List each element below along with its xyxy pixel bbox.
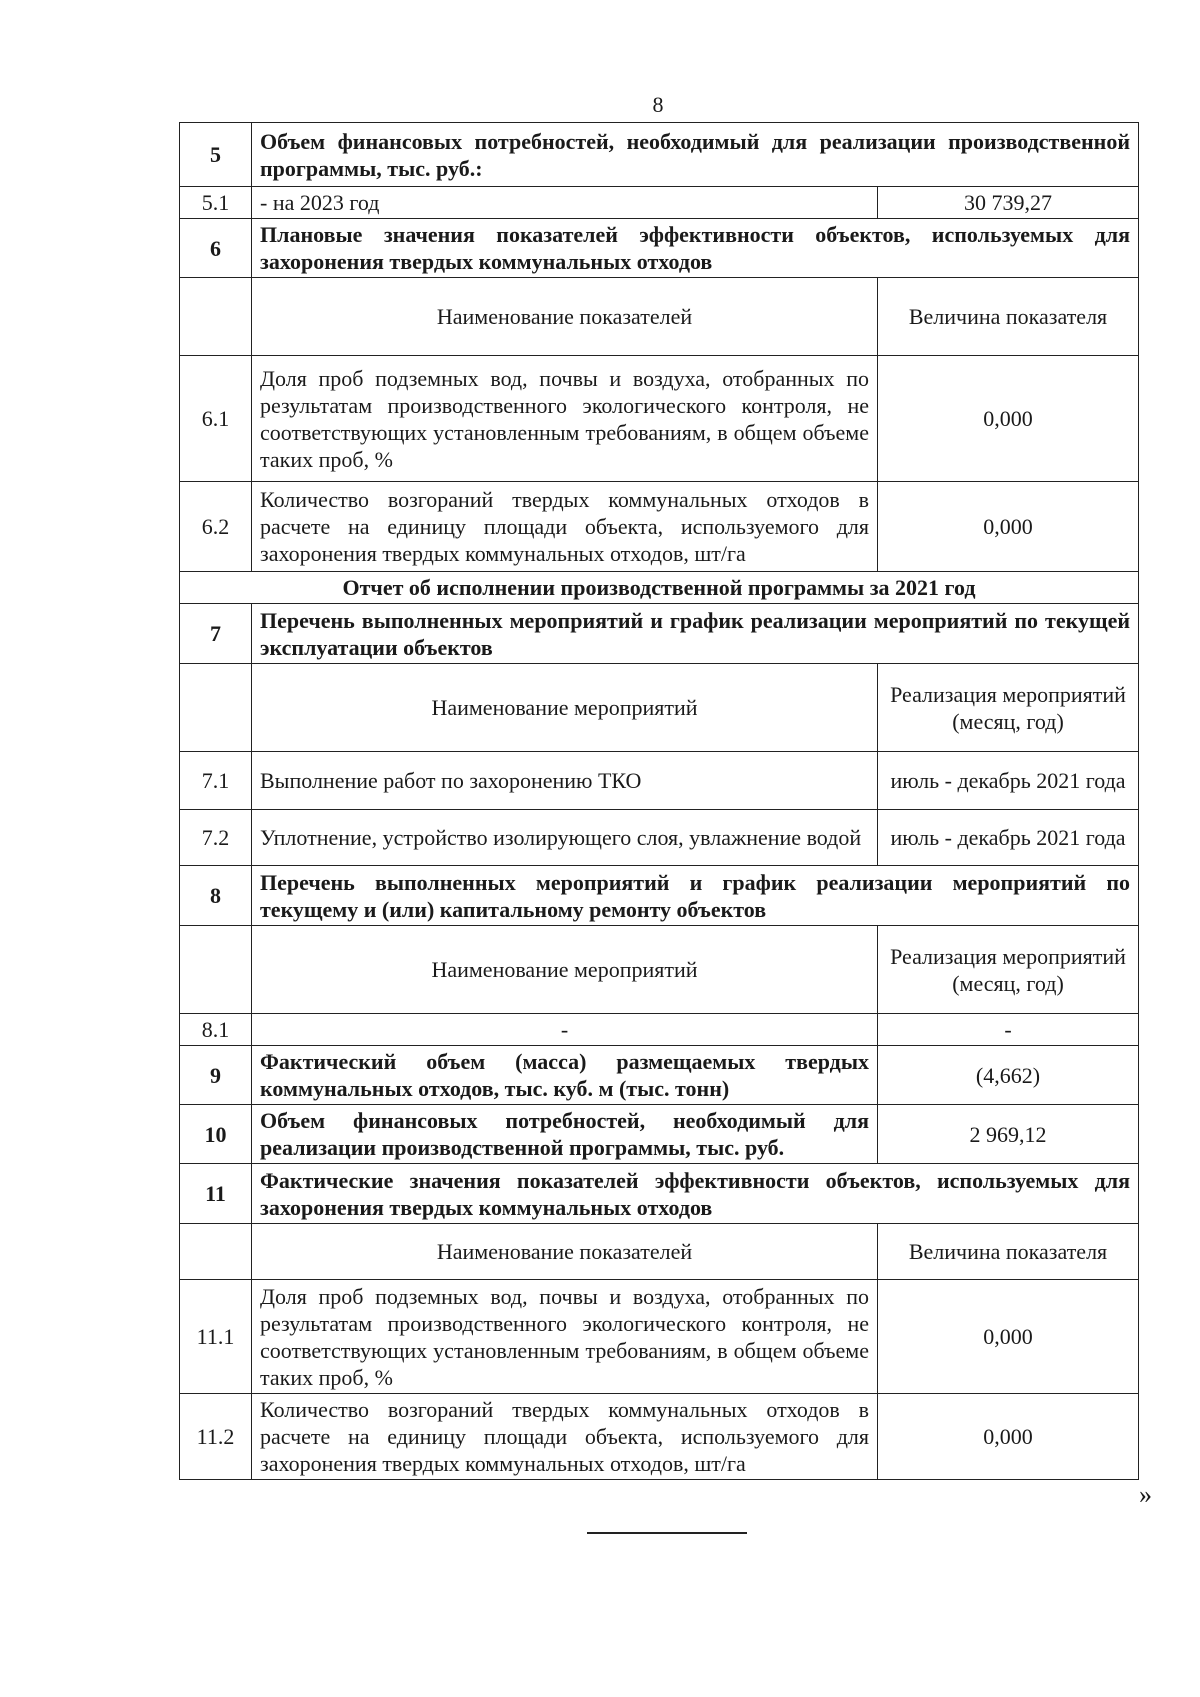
row-11-1 xyxy=(180,1280,1139,1394)
row-number: 10 xyxy=(180,1105,252,1164)
row-value: 2 969,12 xyxy=(878,1105,1139,1164)
row-number: 5 xyxy=(180,123,252,187)
column-header-name: Наименование показателей xyxy=(252,1224,878,1280)
row-number: 5.1 xyxy=(180,187,252,219)
section-7-row xyxy=(180,604,1139,664)
row-value: - xyxy=(878,1014,1139,1046)
column-header-name: Наименование показателей xyxy=(252,278,878,356)
report-header-row xyxy=(180,572,1139,604)
row-label: Количество возгораний твердых коммунальных отходов в расчете на единицу площади объекта, используемого для захоронения твердых коммунальных отходов, шт/га xyxy=(252,482,878,572)
row-5-1 xyxy=(180,187,1139,219)
row-7-1 xyxy=(180,752,1139,810)
row-number: 6.1 xyxy=(180,356,252,482)
column-header-row xyxy=(180,926,1139,1014)
column-header-row xyxy=(180,278,1139,356)
column-header-row xyxy=(180,664,1139,752)
row-number: 6 xyxy=(180,219,252,278)
section-title: Перечень выполненных мероприятий и график реализации мероприятий по текущей эксплуатации объектов xyxy=(252,604,1139,664)
row-7-2 xyxy=(180,810,1139,866)
row-6-2 xyxy=(180,482,1139,572)
column-header-name: Наименование мероприятий xyxy=(252,926,878,1014)
row-number: 8.1 xyxy=(180,1014,252,1046)
row-11-2 xyxy=(180,1394,1139,1480)
column-header-value: Реализация мероприятий (месяц, год) xyxy=(878,664,1139,752)
row-value: 30 739,27 xyxy=(878,187,1139,219)
row-value: июль - декабрь 2021 года xyxy=(878,810,1139,866)
row-label: - xyxy=(252,1014,878,1046)
section-title: Перечень выполненных мероприятий и график реализации мероприятий по текущему и (или) капитальному ремонту объектов xyxy=(252,866,1139,926)
row-value: (4,662) xyxy=(878,1046,1139,1105)
section-8-row xyxy=(180,866,1139,926)
footer-divider xyxy=(587,1532,747,1534)
closing-quote-mark: » xyxy=(1139,1480,1152,1509)
section-6-row xyxy=(180,219,1139,278)
row-number: 9 xyxy=(180,1046,252,1105)
page-number: 8 xyxy=(652,92,664,117)
row-label: Уплотнение, устройство изолирующего слоя, увлажнение водой xyxy=(252,810,878,866)
row-number: 7 xyxy=(180,604,252,664)
row-label: Доля проб подземных вод, почвы и воздуха, отобранных по результатам производственного экологического контроля, не соответствующих установленным требованиям, в общем объеме таких проб, % xyxy=(252,1280,878,1394)
section-5-row xyxy=(180,123,1139,187)
column-header-value: Реализация мероприятий (месяц, год) xyxy=(878,926,1139,1014)
row-value: 0,000 xyxy=(878,1280,1139,1394)
row-number: 11 xyxy=(180,1164,252,1224)
section-title: Фактические значения показателей эффективности объектов, используемых для захоронения твердых коммунальных отходов xyxy=(252,1164,1139,1224)
row-value: 0,000 xyxy=(878,1394,1139,1480)
program-table xyxy=(179,122,1139,1480)
row-number: 7.2 xyxy=(180,810,252,866)
row-number: 8 xyxy=(180,866,252,926)
row-label: Объем финансовых потребностей, необходимый для реализации производственной программы, тыс. руб. xyxy=(252,1105,878,1164)
column-header-value: Величина показателя xyxy=(878,1224,1139,1280)
row-8-1 xyxy=(180,1014,1139,1046)
column-header-value: Величина показателя xyxy=(878,278,1139,356)
row-6-1 xyxy=(180,356,1139,482)
row-number: 7.1 xyxy=(180,752,252,810)
row-number: 6.2 xyxy=(180,482,252,572)
section-title: Плановые значения показателей эффективности объектов, используемых для захоронения твердых коммунальных отходов xyxy=(252,219,1139,278)
row-label: Выполнение работ по захоронению ТКО xyxy=(252,752,878,810)
column-header-row xyxy=(180,1224,1139,1280)
row-label: Фактический объем (масса) размещаемых твердых коммунальных отходов, тыс. куб. м (тыс. тонн) xyxy=(252,1046,878,1105)
report-title: Отчет об исполнении производственной программы за 2021 год xyxy=(180,572,1139,604)
section-11-row xyxy=(180,1164,1139,1224)
row-value: июль - декабрь 2021 года xyxy=(878,752,1139,810)
row-label: - на 2023 год xyxy=(252,187,878,219)
row-9 xyxy=(180,1046,1139,1105)
row-number: 11.2 xyxy=(180,1394,252,1480)
row-number: 11.1 xyxy=(180,1280,252,1394)
row-value: 0,000 xyxy=(878,356,1139,482)
section-title: Объем финансовых потребностей, необходимый для реализации производственной программы, тыс. руб.: xyxy=(252,123,1139,187)
column-header-name: Наименование мероприятий xyxy=(252,664,878,752)
row-10 xyxy=(180,1105,1139,1164)
row-label: Количество возгораний твердых коммунальных отходов в расчете на единицу площади объекта, используемого для захоронения твердых коммунальных отходов, шт/га xyxy=(252,1394,878,1480)
row-value: 0,000 xyxy=(878,482,1139,572)
row-label: Доля проб подземных вод, почвы и воздуха, отобранных по результатам производственного экологического контроля, не соответствующих установленным требованиям, в общем объеме таких проб, % xyxy=(252,356,878,482)
